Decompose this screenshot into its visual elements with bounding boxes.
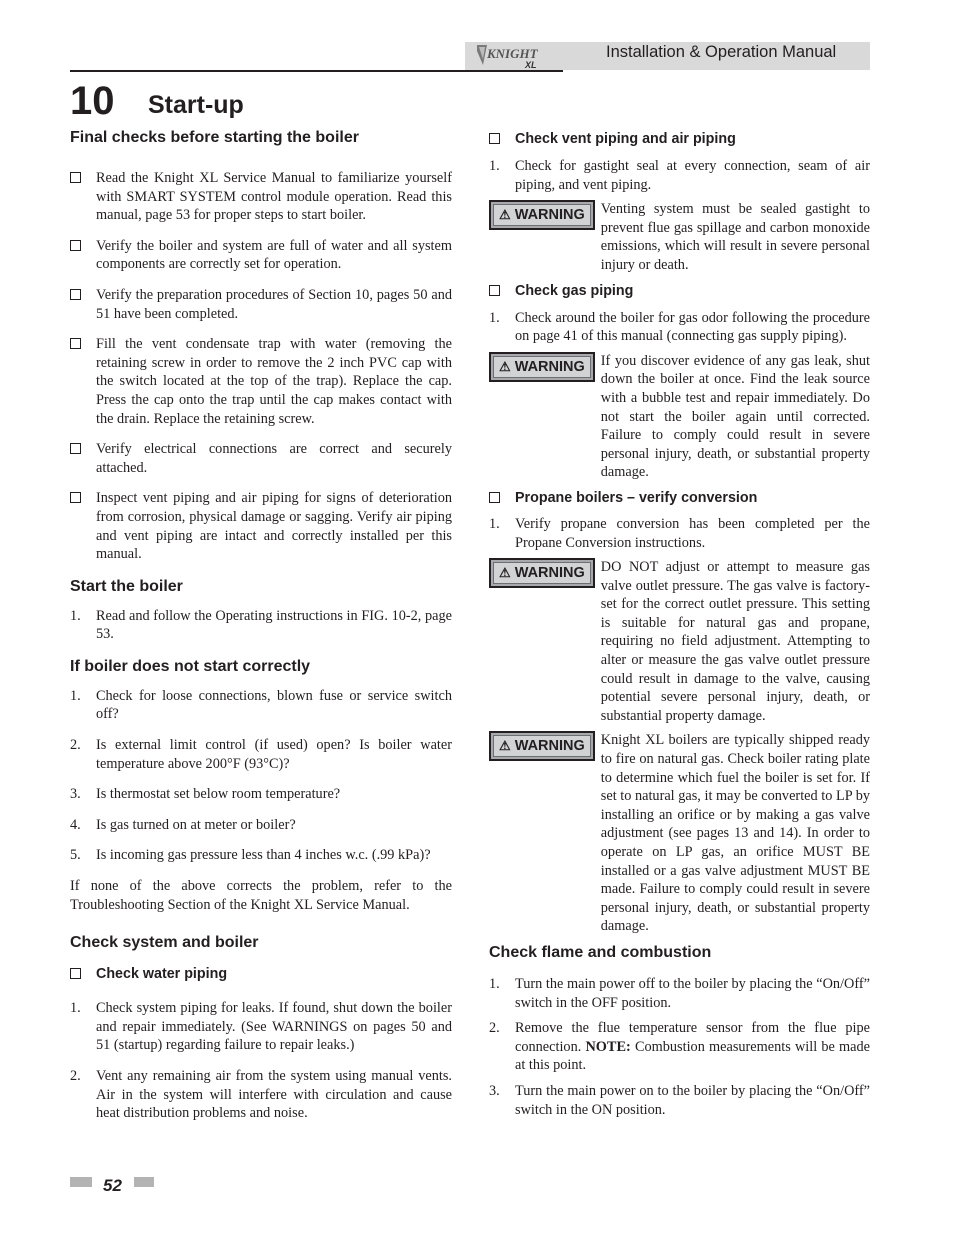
start-boiler-heading: Start the boiler — [70, 577, 183, 595]
warning-triangle-icon: ⚠ — [499, 738, 511, 754]
checkbox[interactable] — [70, 240, 81, 251]
numbered-item: 2. Is external limit control (if used) open? Is boiler water temperature above 200°F (93°C)? — [70, 737, 452, 772]
numbered-item: 2. Vent any remaining air from the system using manual vents. Air in the system will interfere with circulation and cause heat distribution problems and noise. — [70, 1068, 452, 1122]
checklist-item: Verify electrical connections are correct and securely attached. — [70, 440, 452, 477]
numbered-item: 2. Remove the flue temperature sensor from the flue pipe connection. NOTE: Combustion measurements will be made at this point. — [489, 1020, 870, 1074]
warning-box — [489, 352, 870, 482]
water-piping-heading: Check water piping — [70, 965, 452, 983]
checkbox[interactable] — [489, 133, 500, 144]
warning-text: Venting system must be sealed gastight to prevent flue gas spillage and carbon monoxide emissions, which will result in severe personal injury or death. — [600, 201, 870, 273]
gas-heading: Check gas piping — [489, 282, 870, 300]
checkbox[interactable] — [489, 285, 500, 296]
checkbox[interactable] — [70, 172, 81, 183]
numbered-item: 5. Is incoming gas pressure less than 4 inches w.c. (.99 kPa)? — [70, 847, 431, 864]
header-rule — [70, 70, 563, 72]
warning-badge: ⚠ WARNING — [489, 200, 595, 230]
warning-text: DO NOT adjust or attempt to measure gas valve outlet pressure. The gas valve is factory-set for the correct outlet pressure. This setting is suitable for natural gas and propane, requiring no field adjustment. Attempting to alter or measure the gas valve outlet pressure could result in damage to the valve, causing potential severe personal injury, death, or substantial property damage. — [600, 559, 870, 724]
numbered-item: 1. Verify propane conversion has been completed per the Propane Conversion instructions. — [489, 515, 870, 551]
warning-triangle-icon: ⚠ — [499, 207, 511, 223]
note-label: NOTE: — [585, 1038, 631, 1055]
warning-box — [489, 558, 870, 725]
numbered-item: 1. Check for gastight seal at every connection, seam of air piping, and vent piping. — [489, 158, 870, 193]
knight-xl-logo — [473, 41, 553, 71]
logo-xl: XL — [525, 60, 537, 70]
not-start-note: If none of the above corrects the problem, refer to the Troubleshooting Section of the Knight XL Service Manual. — [70, 878, 452, 913]
numbered-item: 1. Check for loose connections, blown fuse or service switch off? — [70, 687, 452, 723]
numbered-item: 1. Check around the boiler for gas odor following the procedure on page 41 of this manual (connecting gas supply piping). — [489, 309, 870, 345]
numbered-item: 1. Check system piping for leaks. If found, shut down the boiler and repair immediately. (See WARNINGS on pages 50 and 51 (startup) regarding failure to repair leaks.) — [70, 1000, 452, 1054]
section-number: 10 — [70, 79, 115, 123]
warning-text: Knight XL boilers are typically shipped ready to fire on natural gas. Check boiler rating plate to determine which fuel the boiler is set for. If set to natural gas, it may be converted to LP by installing an orifice or by making a gas valve adjustment (see pages 13 and 14). In order to operate on LP gas, an orifice MUST BE installed or a gas valve adjustment MUST BE made. Failure to comply could result in severe personal injury, death, or substantial property damage. — [600, 732, 870, 935]
propane-heading: Propane boilers – verify conversion — [489, 489, 870, 507]
footer-bar-left — [70, 1177, 92, 1187]
checklist-item: Read the Knight XL Service Manual to familiarize yourself with SMART SYSTEM control module operation. Read this manual, page 53 for proper steps to start boiler. — [70, 169, 452, 225]
left-column — [70, 128, 452, 1123]
not-start-heading: If boiler does not start correctly — [70, 657, 311, 675]
warning-box — [489, 200, 870, 274]
logo-wordmark: KNIGHT — [487, 46, 538, 61]
numbered-item: 1. Turn the main power off to the boiler by placing the “On/Off” switch in the OFF position. — [489, 975, 870, 1011]
footer-bar-right — [134, 1177, 154, 1187]
checkbox[interactable] — [70, 492, 81, 503]
warning-badge: ⚠ WARNING — [489, 731, 595, 761]
checkbox[interactable] — [489, 492, 500, 503]
numbered-item: 4. Is gas turned on at meter or boiler? — [70, 816, 296, 833]
numbered-item: 3. Turn the main power on to the boiler by placing the “On/Off” switch in the ON position. — [489, 1082, 870, 1118]
warning-badge: ⚠ WARNING — [489, 558, 595, 588]
flame-heading: Check flame and combustion — [489, 943, 712, 961]
checkbox[interactable] — [70, 443, 81, 454]
numbered-item: 3. Is thermostat set below room temperature? — [70, 786, 341, 803]
section-title: Start-up — [148, 91, 244, 119]
right-column — [489, 130, 870, 1119]
check-system-heading: Check system and boiler — [70, 934, 259, 952]
checkbox[interactable] — [70, 968, 81, 979]
checklist-item: Verify the boiler and system are full of water and all system components are correctly set for operation. — [70, 237, 452, 274]
checkbox[interactable] — [70, 289, 81, 300]
warning-box — [489, 731, 870, 936]
checklist-item: Verify the preparation procedures of Section 10, pages 50 and 51 have been completed. — [70, 286, 452, 323]
checklist-item: Fill the vent condensate trap with water (removing the retaining screw in order to remove the 2 inch PVC cap with the switch located at the top of the trap). Replace the cap. Press the cap onto the trap until the cap makes contact with the drain. Replace the retaining screw. — [70, 335, 452, 428]
warning-triangle-icon: ⚠ — [499, 565, 511, 581]
numbered-item: 1. Read and follow the Operating instructions in FIG. 10-2, page 53. — [70, 607, 452, 643]
warning-text: If you discover evidence of any gas leak, shut down the boiler at once. Find the leak source with a bubble test and repair immediately. Do not start the boiler again until corrected. Failure to comply could result in severe personal injury, death, or substantial property damage. — [600, 352, 870, 481]
warning-badge: ⚠ WARNING — [489, 352, 595, 382]
manual-title: Installation & Operation Manual — [606, 43, 837, 61]
checklist-item: Inspect vent piping and air piping for signs of deterioration from corrosion, physical damage or sagging. Verify air piping and vent piping are intact and correctly installed per this manual. — [70, 489, 452, 563]
checkbox[interactable] — [70, 338, 81, 349]
final-checks-heading: Final checks before starting the boiler — [70, 129, 359, 146]
page-number: 52 — [103, 1176, 122, 1195]
warning-triangle-icon: ⚠ — [499, 358, 511, 374]
vent-heading: Check vent piping and air piping — [489, 130, 870, 148]
